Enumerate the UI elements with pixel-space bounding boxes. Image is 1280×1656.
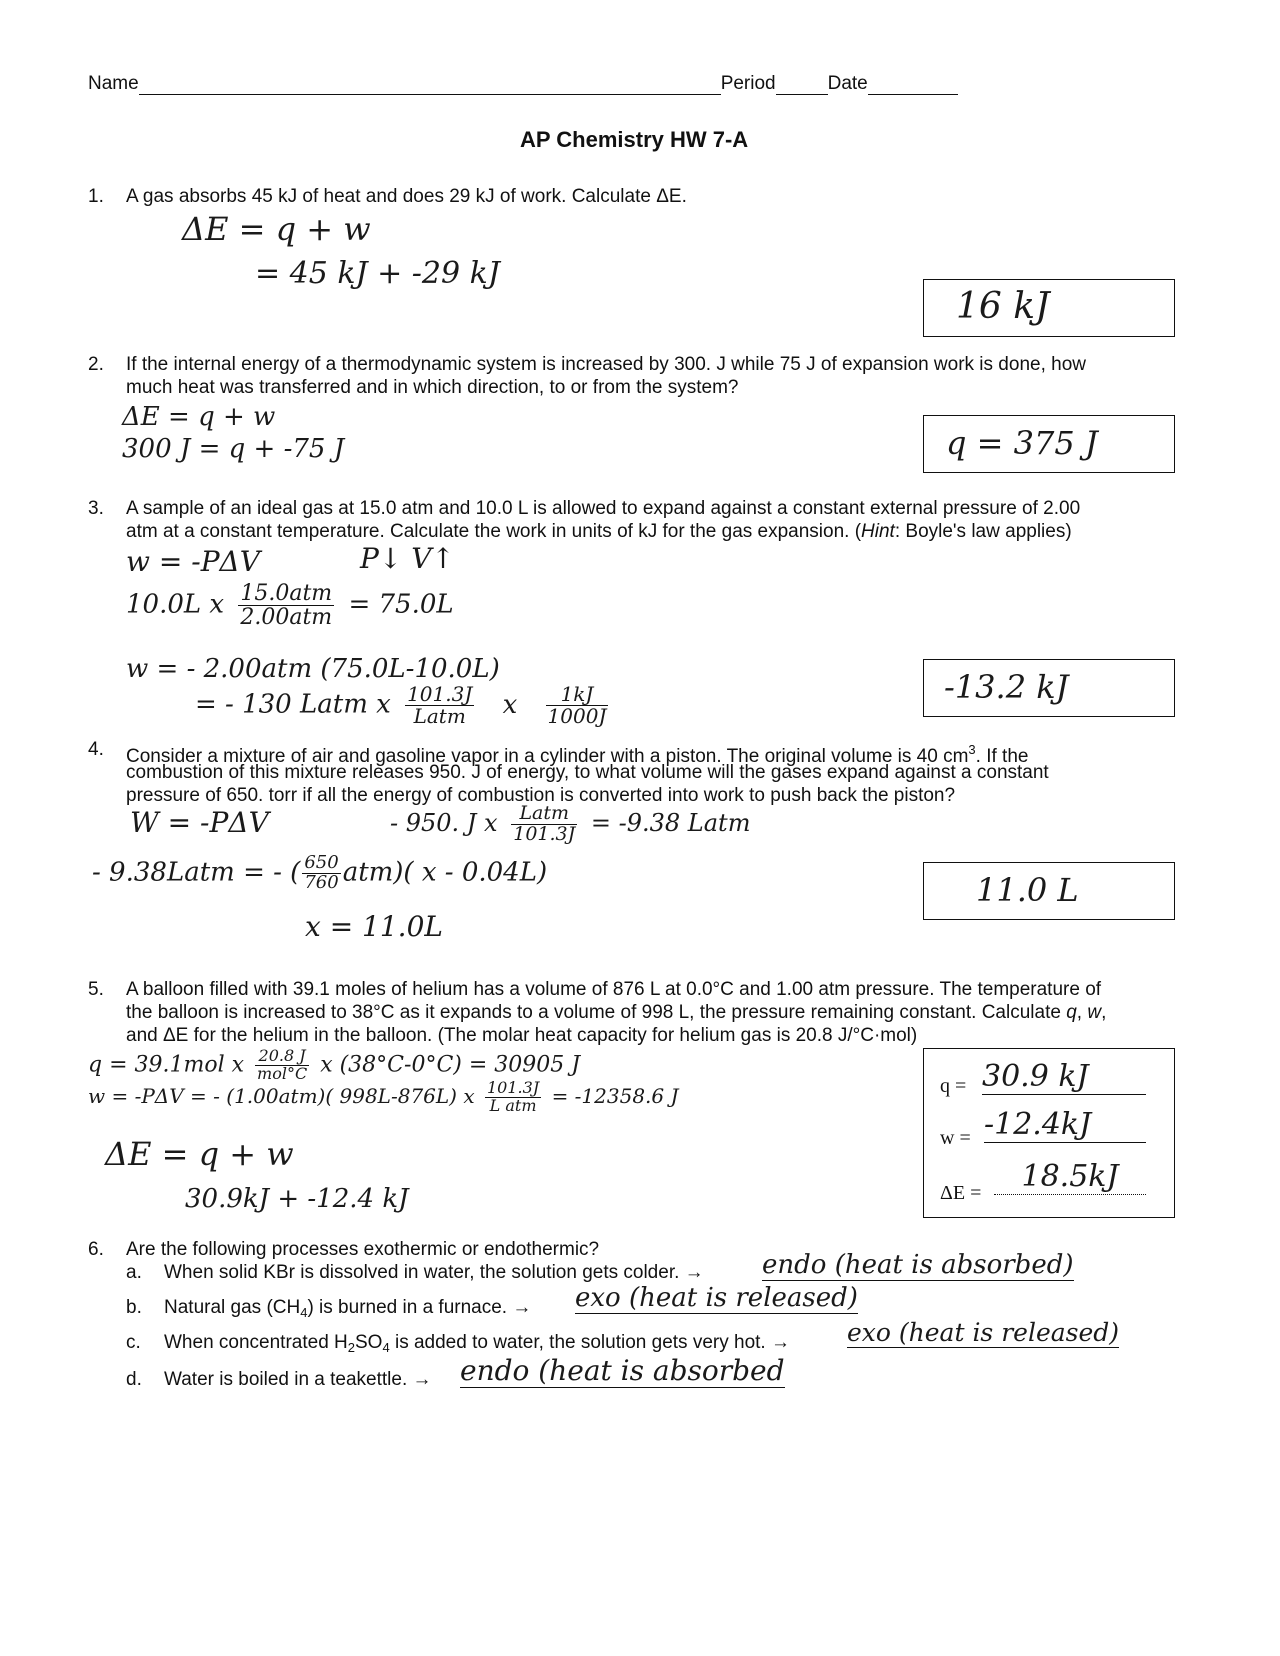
q3-boyle-result: = 75.0L	[348, 589, 454, 620]
q3-conv-fraction-1	[405, 684, 474, 727]
q5-comma2: ,	[1101, 1002, 1107, 1023]
q6d-letter: d.	[126, 1369, 142, 1390]
q4-line1-sup: 3	[968, 742, 976, 757]
q3-text-line1: A sample of an ideal gas at 15.0 atm and 10.0 L is allowed to expand against a constant external pressure of 2.00	[126, 498, 1081, 519]
q4-answer: 11.0 L	[976, 871, 1079, 909]
period-blank[interactable]	[776, 76, 828, 95]
q3-boyle-num: 15.0atm	[240, 581, 333, 606]
q5-conv-fraction	[485, 1080, 541, 1115]
q4-work-formula: W = -PΔV	[130, 806, 269, 839]
page-title: AP Chemistry HW 7-A	[520, 127, 749, 152]
q3-work-trend: P↓ V↑	[360, 542, 455, 575]
q6b-text-start: Natural gas (CH	[164, 1297, 301, 1318]
q5-q-end: x (38°C-0°C) = 30905 J	[320, 1052, 581, 1078]
q6b-letter: b.	[126, 1297, 142, 1318]
q4-text-line2: combustion of this mixture releases 950. J of energy, to what volume will the gases expand against a constant	[126, 762, 1049, 783]
date-blank[interactable]	[868, 76, 958, 95]
q5-de-answer: 18.5kJ	[994, 1159, 1146, 1195]
q4-line2-end: atm)( x - 0.04L)	[342, 857, 548, 888]
q3-text-line2-main: atm at a constant temperature. Calculate the work in units of kJ for the gas expansion. (	[126, 521, 862, 542]
q3-conv-fraction-2	[546, 684, 609, 727]
q5-conv-num: 101.3J	[486, 1078, 540, 1097]
q1-number: 1.	[88, 186, 104, 207]
q3-work-line4	[195, 684, 614, 727]
q5-var-w: w	[1087, 1002, 1102, 1023]
q5-q-label: q =	[940, 1075, 967, 1097]
q2-answer-box	[923, 415, 1175, 473]
q1-answer-box	[923, 279, 1175, 337]
q6-number: 6.	[88, 1239, 104, 1260]
q4-answer-box	[923, 862, 1175, 920]
q5-hc-num: 20.8 J	[255, 1048, 309, 1066]
q4-work-result: x = 11.0L	[305, 910, 443, 943]
q3-boyle-start: 10.0L x	[126, 589, 225, 620]
q6c-sub2: 4	[382, 1340, 390, 1355]
q5-de-label: ΔE =	[940, 1182, 982, 1204]
q6b-answer: exo (heat is released)	[575, 1283, 858, 1313]
name-label: Name	[88, 73, 139, 94]
q5-w-answer: -12.4kJ	[984, 1107, 1146, 1143]
q2-answer: q = 375 J	[946, 424, 1098, 462]
q5-answer-box	[923, 1048, 1175, 1218]
q3-text-line2-end: : Boyle's law applies)	[894, 521, 1072, 542]
q3-boyle-den: 2.00atm	[240, 605, 333, 631]
q3-conv2-num: 1kJ	[546, 684, 609, 706]
q3-conv1-num: 101.3J	[407, 682, 473, 706]
date-label: Date	[827, 73, 868, 94]
q6a-letter: a.	[126, 1262, 142, 1283]
q4-text-line3: pressure of 650. torr if all the energy of combustion is converted into work to push back the piston?	[126, 785, 956, 806]
q4-conv-den: 101.3J	[513, 822, 576, 845]
q5-var-q: q	[1066, 1002, 1077, 1023]
q2-number: 2.	[88, 354, 104, 375]
q6c-text-end: is added to water, the solution gets very hot. →	[389, 1332, 790, 1353]
q3-work-line3: w = - 2.00atm (75.0L-10.0L)	[126, 654, 500, 684]
q5-comma1: ,	[1076, 1002, 1088, 1023]
q5-work-sum: 30.9kJ + -12.4 kJ	[185, 1184, 409, 1214]
q5-q-start: q = 39.1mol x	[88, 1052, 245, 1078]
q4-number: 4.	[88, 739, 104, 760]
q1-work-line1: ΔE = q + w	[182, 210, 371, 248]
q5-w-start: w = -PΔV = - (1.00atm)( 998L-876L) x	[88, 1083, 475, 1108]
q3-hint-word: Hint	[861, 521, 895, 542]
q4-conv-num: Latm	[511, 804, 577, 825]
q3-work-formula: w = -PΔV	[126, 545, 260, 578]
q4-conv-result: = -9.38 Latm	[590, 808, 751, 837]
q4-pressure-den: 760	[304, 871, 339, 893]
q3-conv2-den: 1000J	[547, 704, 607, 728]
q5-number: 5.	[88, 979, 104, 1000]
q5-work-de: ΔE = q + w	[105, 1135, 294, 1173]
q3-answer-box	[923, 659, 1175, 717]
q2-work-line1: ΔE = q + w	[122, 402, 276, 432]
q6b-text-end: ) is burned in a furnace. →	[307, 1297, 532, 1318]
period-label: Period	[720, 73, 776, 94]
q6c-text-mid: SO	[355, 1332, 383, 1353]
q6d-text: Water is boiled in a teakettle. →	[164, 1369, 432, 1390]
q5-text-line3: and ΔE for the helium in the balloon. (The molar heat capacity for helium gas is 20.8 J/°C·mol)	[126, 1025, 918, 1046]
q5-text-line2	[126, 1001, 1106, 1024]
q6b-sub: 4	[300, 1305, 308, 1320]
q4-pressure-fraction	[302, 854, 340, 893]
q5-hc-den: mol°C	[257, 1063, 308, 1083]
q2-text-line1: If the internal energy of a thermodynamic system is increased by 300. J while 75 J of expansion work is done, how	[126, 354, 1086, 375]
q6c-letter: c.	[126, 1332, 141, 1353]
q3-times: x	[502, 689, 518, 720]
q2-text-line2: much heat was transferred and in which direction, to or from the system?	[126, 377, 739, 398]
q4-work-line2	[92, 854, 547, 893]
q5-work-w	[88, 1080, 679, 1115]
q6a-answer: endo (heat is absorbed)	[762, 1250, 1074, 1280]
q1-text: A gas absorbs 45 kJ of heat and does 29 kJ of work. Calculate ΔE.	[126, 186, 687, 207]
q5-w-end: = -12358.6 J	[551, 1083, 679, 1108]
q5-conv-den: L atm	[489, 1095, 537, 1115]
q4-line1-main: Consider a mixture of air and gasoline vapor in a cylinder with a piston. The original volume is 40 cm	[126, 746, 969, 767]
q5-line2-main: the balloon is increased to 38°C as it expands to a volume of 998 L, the pressure remaining constant. Calculate	[126, 1002, 1067, 1023]
q4-pressure-num: 650	[304, 852, 339, 873]
q3-answer: -13.2 kJ	[944, 668, 1069, 706]
q2-work-line2: 300 J = q + -75 J	[122, 434, 345, 464]
name-field[interactable]	[88, 72, 958, 95]
q4-line1-end: . If the	[975, 746, 1029, 767]
q6c-answer: exo (heat is released)	[847, 1318, 1120, 1347]
q3-text-line2	[126, 520, 1072, 543]
q1-work-line2: = 45 kJ + -29 kJ	[255, 256, 500, 291]
q3-work-boyle	[126, 582, 454, 629]
q5-text-line1: A balloon filled with 39.1 moles of helium has a volume of 876 L at 0.0°C and 1.00 atm pressure. The temperature of	[126, 979, 1102, 1000]
q4-conv-fraction	[511, 804, 577, 845]
q3-conv1-den: Latm	[413, 704, 466, 728]
q4-conv-start: - 950. J x	[390, 808, 498, 837]
q6c-sub1: 2	[347, 1340, 355, 1355]
q1-answer: 16 kJ	[956, 286, 1050, 327]
q6a-text: When solid KBr is dissolved in water, the solution gets colder. →	[164, 1262, 704, 1283]
q4-line2-start: - 9.38Latm = - (	[92, 857, 301, 888]
q6b-text	[164, 1296, 531, 1324]
q4-work-conv	[390, 804, 750, 845]
q6d-answer: endo (heat is absorbed	[460, 1354, 785, 1387]
name-blank[interactable]	[139, 76, 721, 95]
q3-line4-start: = - 130 Latm x	[195, 689, 391, 720]
q5-w-label: w =	[940, 1127, 971, 1149]
q6c-text-start: When concentrated H	[164, 1332, 348, 1353]
q3-boyle-fraction	[238, 582, 334, 629]
q5-heat-capacity-fraction	[255, 1048, 309, 1083]
q6-text: Are the following processes exothermic or endothermic?	[126, 1239, 600, 1260]
q5-q-answer: 30.9 kJ	[982, 1059, 1146, 1095]
q3-number: 3.	[88, 498, 104, 519]
